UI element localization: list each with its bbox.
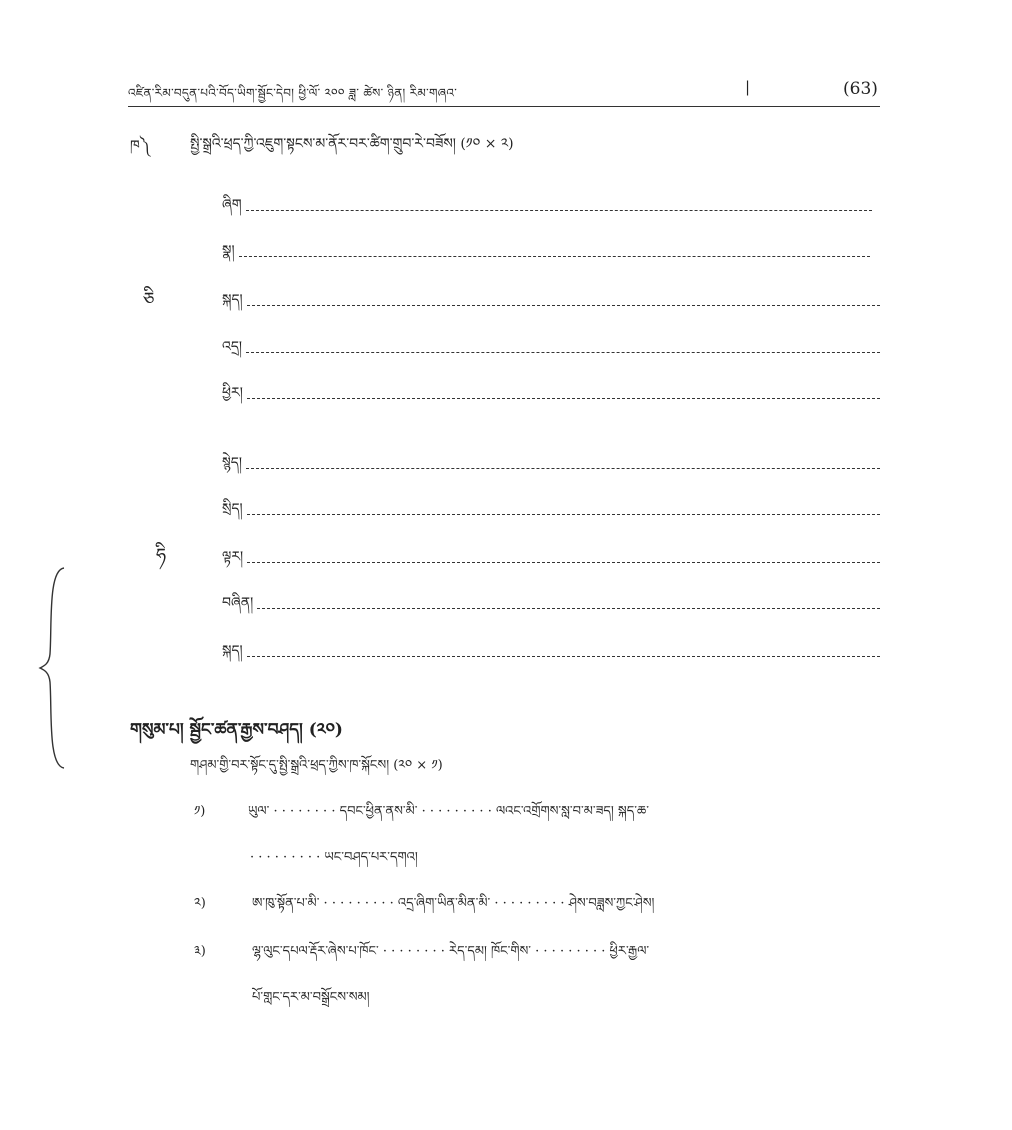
blank-line[interactable] [222, 446, 880, 486]
dashed-line [246, 352, 880, 353]
dashed-line [246, 210, 872, 211]
section-heading: གསུམ་པ། སྦྱོང་ཚན་རྒྱས་བཤད། (༢༠) [130, 720, 343, 740]
blank-line[interactable] [222, 330, 880, 370]
target-word: སྐད། [222, 643, 243, 659]
dashed-line [257, 608, 880, 609]
section-label: ཁ༽ [130, 138, 150, 154]
dashed-line [247, 514, 880, 515]
question-number: ༡) [194, 804, 206, 819]
header-rule [128, 106, 880, 107]
blank-line[interactable] [222, 283, 880, 323]
group-label-ci: ཅི [143, 289, 155, 310]
dashed-line [247, 305, 880, 306]
dashed-line [239, 256, 870, 257]
target-word: བཞིན། [222, 595, 254, 611]
target-word: ལྟར། [222, 549, 244, 565]
page-number: (63) [843, 79, 878, 99]
question-text-continued: · · · · · · · · · ཡང་བཤད་པར་དགའ། [250, 850, 418, 865]
blank-line[interactable] [222, 540, 880, 580]
target-word: སྣ། [222, 243, 235, 259]
dashed-line [247, 656, 880, 657]
blank-line[interactable] [222, 492, 880, 532]
question-number: ༢) [194, 896, 206, 911]
target-word: སྐད། [222, 292, 243, 308]
question-number: ༣) [194, 944, 206, 959]
dashed-line [247, 398, 880, 399]
question-text: ཡུལ་ · · · · · · · · དབང་ཕྱིན་ནས་མི་ · · · · · · · · · ལའང་འགྲོགས་སླ་བ་མ་ཟད། སྐད་ཆ་ [248, 804, 649, 819]
curly-brace [38, 566, 68, 770]
target-word: སྲིད། [222, 501, 243, 517]
target-word: ཕྱིར། [222, 385, 243, 401]
dashed-line [247, 562, 880, 563]
blank-line[interactable] [222, 376, 880, 416]
dashed-line [246, 468, 880, 469]
target-word: སྙེད། [222, 455, 242, 471]
question-text: ལྷ་ལུང་དཔལ་རྡོར་ཞེས་པ་ཁོང་ · · · · · · · · རེད་དམ། ཁོང་གིས་ · · · · · · · · · ཕྱིར་རྒྱལ་ [252, 944, 650, 959]
group-label-hi: ཧི [156, 545, 167, 566]
header-separator: | [745, 78, 751, 96]
target-word: འདྲ། [222, 339, 243, 355]
target-word: ཞིག [222, 197, 242, 213]
exercise-instruction: གཤམ་གྱི་བར་སྟོང་དུ་སྤྱི་སྒྲའི་ཕྲད་ཀྱིས་ཁ་སྐོངས། (༢༠ × ༡) [190, 758, 443, 773]
exercise-instruction: སྤྱི་སྒྲའི་ཕྲད་ཀྱི་འཇུག་སྟངས་མ་ནོར་བར་ཚིག་གྲུབ་རེ་བཟོས། (༡༠ × ༢) [190, 136, 514, 152]
blank-line[interactable] [222, 188, 872, 228]
blank-line[interactable] [222, 234, 870, 274]
question-text: ཨ་ཁུ་སྟོན་པ་མི་ · · · · · · · · · འདྲ་ཞིག་ཡིན་མིན་མི་ · · · · · · · · · ཤེས་བཟླས་ཀྱང་ཤེས། [252, 896, 655, 911]
blank-line[interactable] [222, 586, 880, 626]
running-header-title: འཛིན་རིམ་བདུན་པའི་བོད་ཡིག་སྦྱོང་དེབ། ཕྱི་ལོ་ ༢༠༠ ཟླ་ ཚེས་ ཉིན། རིམ་གཞའ་ [128, 86, 458, 100]
blank-line[interactable] [222, 634, 880, 674]
question-text-continued: པོ་གླང་དར་མ་བསྒྲོངས་སམ། [252, 990, 370, 1005]
